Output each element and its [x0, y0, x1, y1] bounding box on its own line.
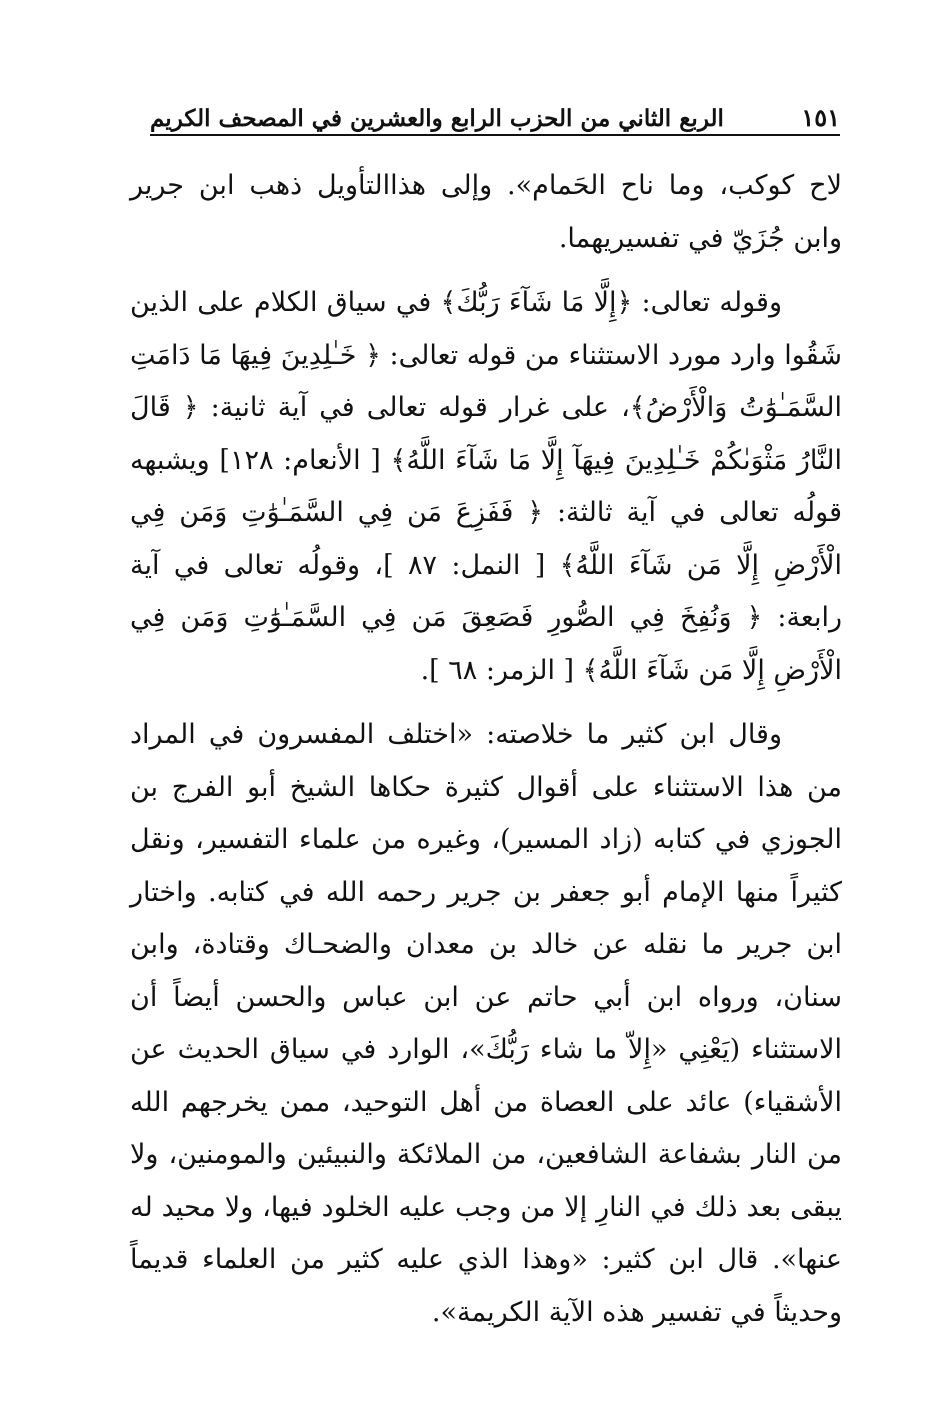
- header-title: الربع الثاني من الحزب الرابع والعشرين في المصحف الكريم: [150, 105, 724, 132]
- paragraph-exception-verse: وقوله تعالى: ﴿إِلَّا مَا شَآءَ رَبُّكَ﴾ في سياق الكلام على الذين شَقُوا وارد مورد الاستثناء من قوله تعالى: ﴿ خَـٰلِدِينَ فِيهَا مَا دَامَتِ السَّمَـٰوَٰتُ وَالْأَرْضُ﴾، على غرار قوله تعالى في آية ثانية: ﴿ قَالَ النَّارُ مَثْوَىٰكُمْ خَـٰلِدِينَ فِيهَآ إِلَّا مَا شَآءَ اللَّهُ﴾ [ الأنعام: ١٢٨] ويشبهه قولُه تعالى في آية ثالثة: ﴿ فَفَزِعَ مَن فِي السَّمَـٰوَٰتِ وَمَن فِي الْأَرْضِ إِلَّا مَن شَآءَ اللَّهُ﴾ [ النمل: ٨٧ ]، وقولُه تعالى في آية رابعة: ﴿ وَنُفِخَ فِي الصُّورِ فَصَعِقَ مَن فِي السَّمَـٰوَٰتِ وَمَن فِي الْأَرْضِ إِلَّا مَن شَآءَ اللَّهُ﴾ [ الزمر: ٦٨ ].: [130, 287, 842, 686]
- header-divider: [150, 134, 840, 136]
- page-number: ١٥١: [801, 103, 840, 132]
- running-header: [150, 92, 840, 132]
- paragraph-continuation: لاح كوكب، وما ناح الحَمام». وإلى هذاالتأويل ذهب ابن جرير وابن جُزَيّ في تفسيريهما.: [130, 170, 842, 254]
- paragraph-ibn-kathir: وقال ابن كثير ما خلاصته: «اختلف المفسرون في المراد من هذا الاستثناء على أقوال كثيرة حكاها الشيخ أبو الفرج بن الجوزي في كتابه (زاد المسير)، وغيره من علماء التفسير، ونقل كثيراً منها الإمام أبو جعفر بن جرير رحمه الله في كتابه. واختار ابن جرير ما نقله عن خالد بن معدان والضحـاك وقتادة، وابن سنان، ورواه ابن أبي حاتم عن ابن عباس والحسن أيضاً أن الاستثناء (يَعْنِي «إِلاّ ما شاء رَبُّكَ»، الوارد في سياق الحديث عن الأشقياء) عائد على العصاة من أهل التوحيد، ممن يخرجهم الله من النار بشفاعة الشافعين، من الملائكة والنبيئين والمومنين، ولا يبقى بعد ذلك في النارِ إلا من وجب عليه الخلود فيها، ولا محيد له عنها». قال ابن كثير: «وهذا الذي عليه كثير من العلماء قديماً وحديثاً في تفسير هذه الآية الكريمة».: [130, 719, 842, 1328]
- body-text: [130, 160, 842, 1351]
